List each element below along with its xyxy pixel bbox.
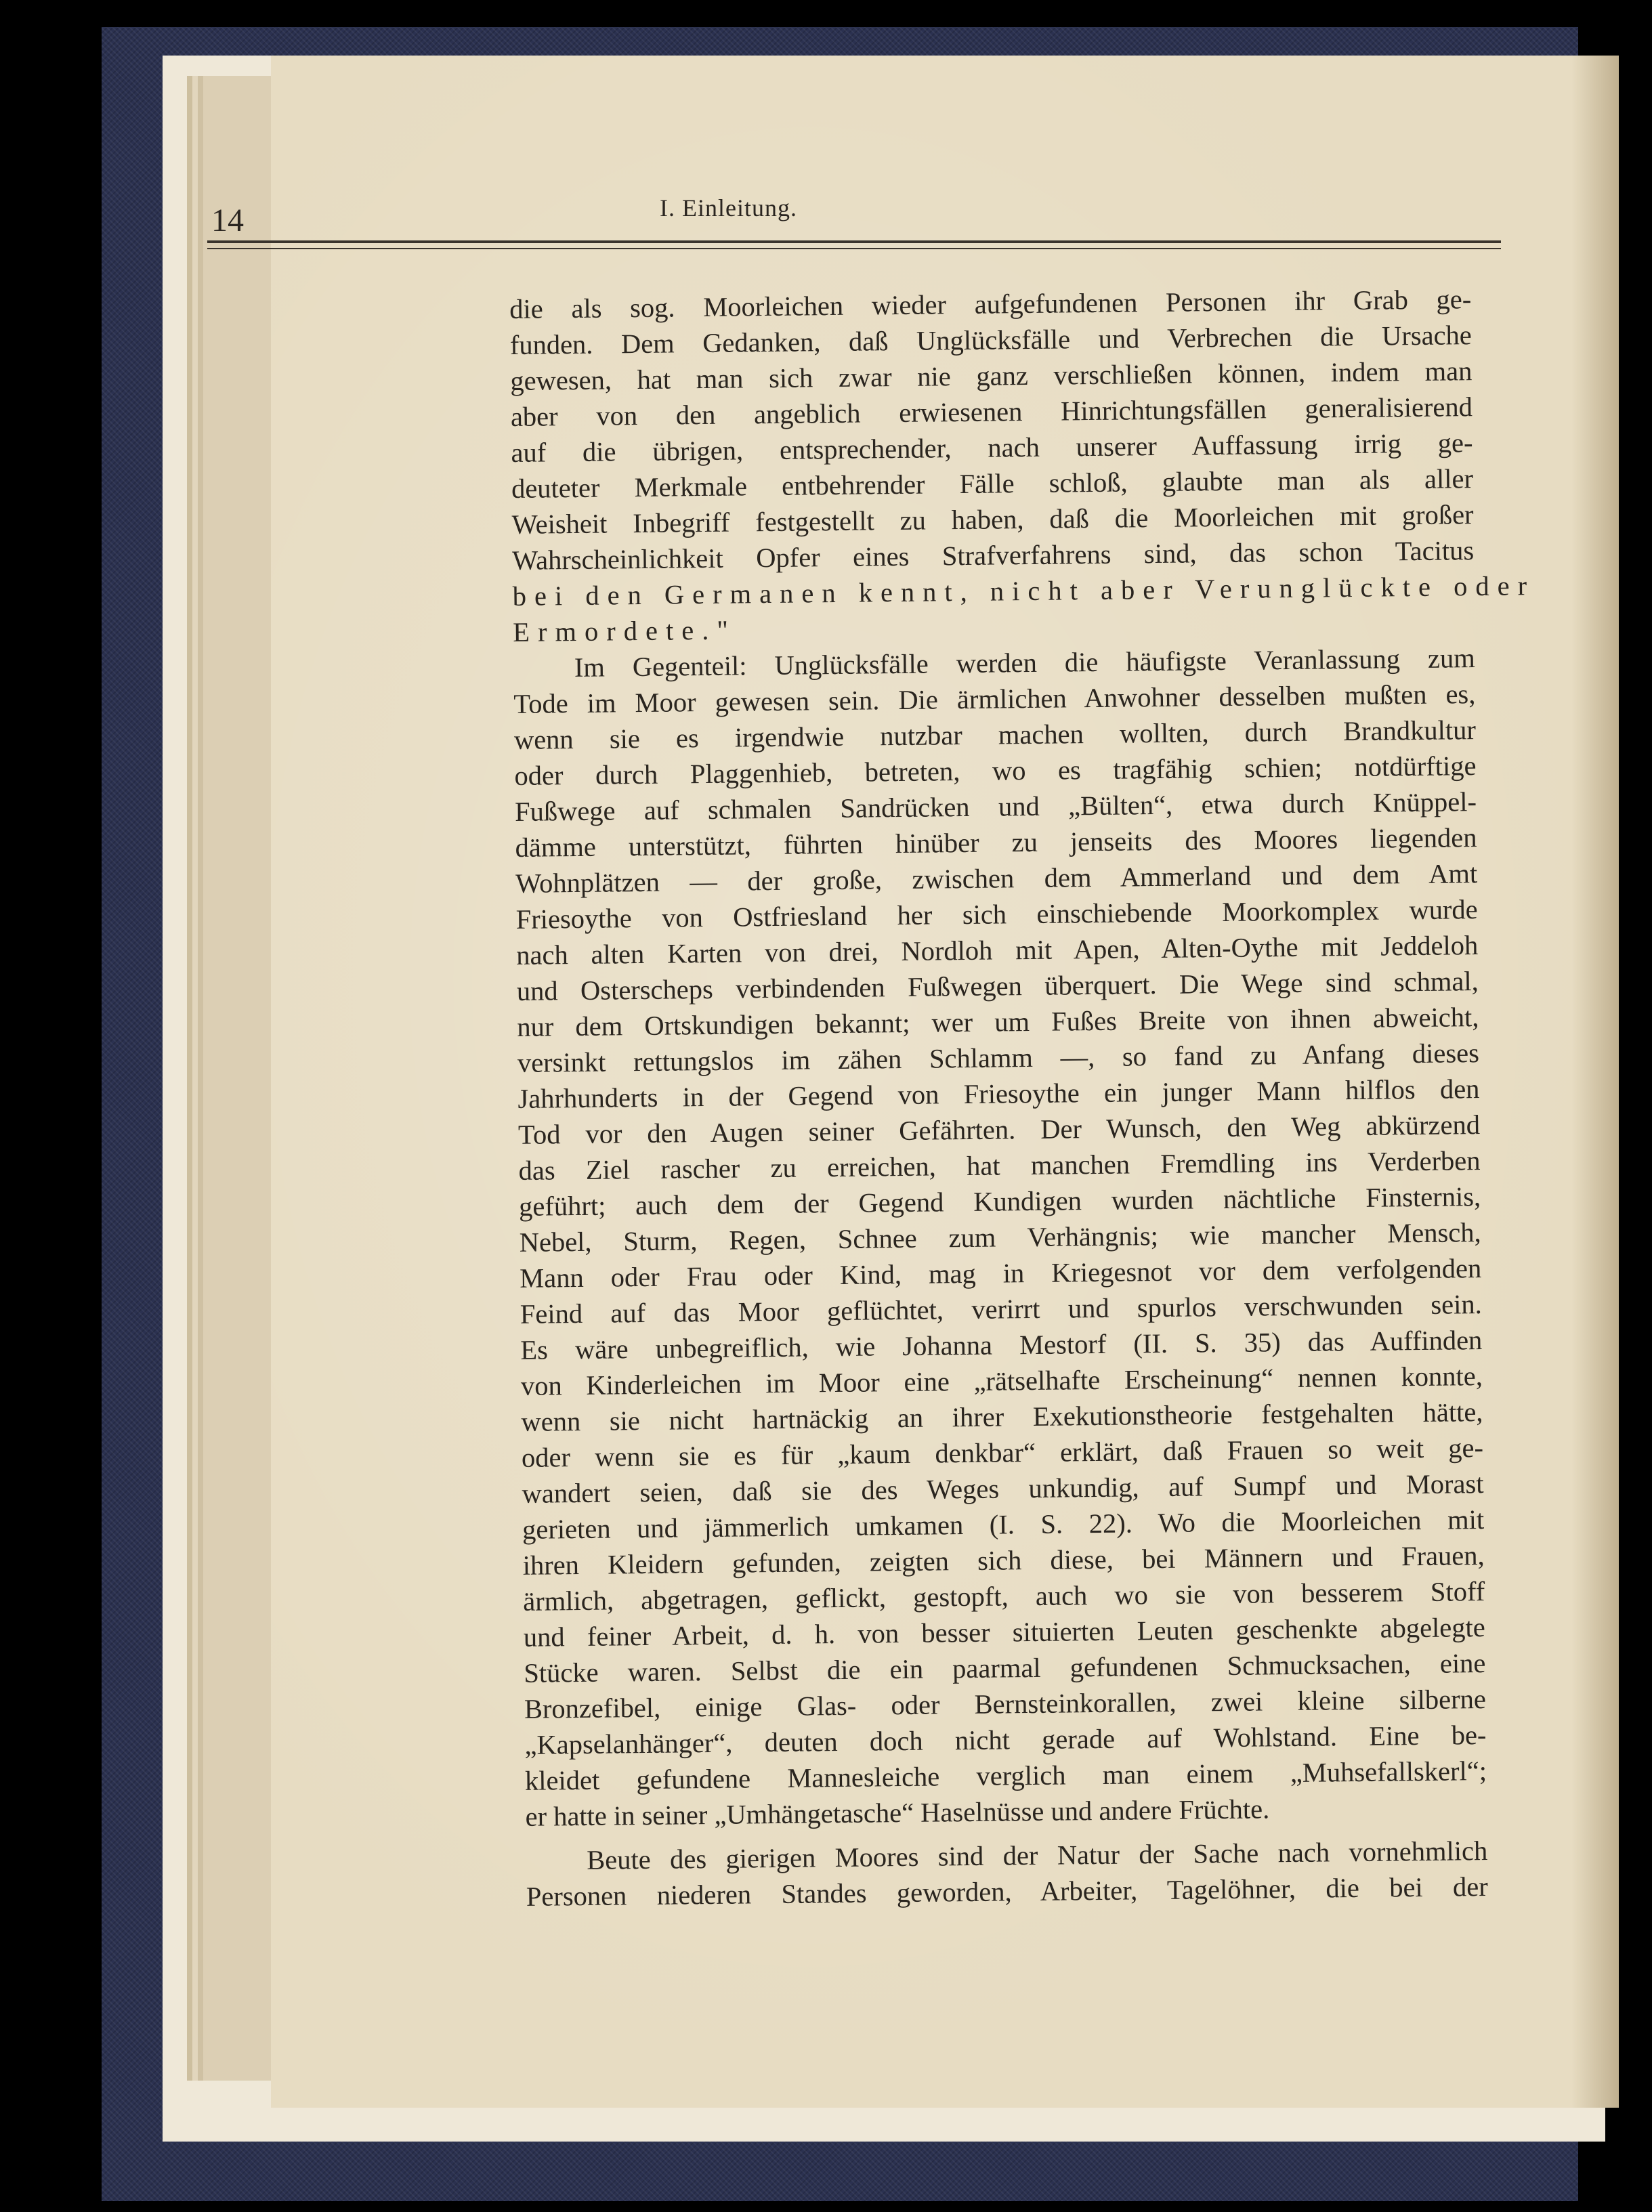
chapter-title: I. Einleitung. (660, 194, 797, 221)
text-line: von Kinderleichen im Moor eine „rätselhafte Erscheinung“ nennen konnte, (520, 1361, 1483, 1401)
text-line: Beute des gierigen Moores sind der Natur der Sache nach vornehmlich (587, 1835, 1488, 1875)
text-line: bei den Germanen kennt, nicht aber Verunglückte oder (512, 570, 1535, 612)
text-line: er hatte in seiner „Umhängetasche“ Haselnüsse und andere Früchte. (525, 1793, 1270, 1832)
text-line: nur dem Ortskundigen bekannt; wer um Fußes Breite von ihnen abweicht, (517, 1002, 1479, 1042)
text-line: funden. Dem Gedanken, daß Unglücksfälle und Verbrechen die Ursache (509, 320, 1472, 360)
text-line: Weisheit Inbegriff festgestellt zu haben, daß die Moorleichen mit großer (511, 499, 1474, 540)
text-line: Friesoythe von Ostfriesland her sich einschiebende Moorkomplex wurde (515, 894, 1478, 935)
text-line: Ermordete." (513, 614, 737, 647)
text-line: „Kapselanhänger“, deuten doch nicht gerade auf Wohlstand. Eine be- (524, 1720, 1487, 1760)
text-line: gewesen, hat man sich zwar nie ganz verschließen können, indem man (510, 356, 1473, 396)
text-line: Mann oder Frau oder Kind, mag in Kriegesnot vor dem verfolgenden (520, 1253, 1482, 1294)
text-line: Jahrhunderts in der Gegend von Friesoythe ein junger Mann hilflos den (517, 1073, 1480, 1114)
text-line: dämme unterstützt, führten hinüber zu jenseits des Moores liegenden (515, 822, 1477, 863)
text-line: Im Gegenteil: Unglücksfälle werden die häufigste Veranlassung zum (574, 643, 1475, 683)
text-line: gerieten und jämmerlich umkamen (I. S. 22). Wo die Moorleichen mit (522, 1504, 1485, 1545)
text-line: wandert seien, daß sie des Weges unkundig, auf Sumpf und Morast (522, 1468, 1484, 1509)
text-line: und Osterscheps verbindenden Fußwegen überquert. Die Wege sind schmal, (516, 966, 1479, 1006)
body-text (509, 281, 1535, 1915)
text-line: Bronzefibel, einige Glas- oder Bernsteinkorallen, zwei kleine silberne (524, 1684, 1487, 1724)
text-line: Wohnplätzen — der große, zwischen dem Ammerland und dem Amt (515, 858, 1478, 899)
running-head (207, 163, 1501, 244)
text-line: Fußwege auf schmalen Sandrücken und „Bülten“, etwa durch Knüppel- (514, 786, 1477, 827)
text-line: versinkt rettungslos im zähen Schlamm —, so fand zu Anfang dieses (517, 1038, 1480, 1078)
text-line: oder durch Plaggenhieb, betreten, wo es tragfähig schien; notdürftige (514, 750, 1477, 791)
text-line: und feiner Arbeit, d. h. von besser situierten Leuten geschenkte abgelegte (523, 1612, 1485, 1653)
text-line: Tod vor den Augen seiner Gefährten. Der Wunsch, den Weg abkürzend (517, 1109, 1481, 1150)
header-rule-thin (207, 248, 1501, 249)
text-line: die als sog. Moorleichen wieder aufgefundenen Personen ihr Grab ge- (509, 284, 1472, 324)
page-gutter-shadow (1571, 56, 1619, 2108)
text-line: geführt; auch dem der Gegend Kundigen wurden nächtliche Finsternis, (518, 1181, 1481, 1222)
text-line: Tode im Moor gewesen sein. Die ärmlichen Anwohner desselben mußten es, (513, 679, 1476, 719)
text-line: kleidet gefundene Mannesleiche verglich man einem „Muhsefallskerl“; (524, 1756, 1487, 1796)
text-line: Nebel, Sturm, Regen, Schnee zum Verhängnis; wie mancher Mensch, (519, 1217, 1481, 1258)
page-number: 14 (211, 203, 244, 238)
text-line: deuteter Merkmale entbehrender Fälle schloß, glaubte man als aller (511, 463, 1474, 504)
header-rule (207, 240, 1501, 243)
text-line: wenn sie nicht hartnäckig an ihrer Exekutionstheorie festgehalten hätte, (521, 1397, 1483, 1437)
text-line: Wahrscheinlichkeit Opfer eines Strafverfahrens sind, das schon Tacitus (511, 535, 1475, 576)
text-line: nach alten Karten von drei, Nordloh mit Apen, Alten-Oythe mit Jeddeloh (516, 930, 1479, 971)
text-line: ihren Kleidern gefunden, zeigten sich diese, bei Männern und Frauen, (522, 1540, 1485, 1581)
text-line: oder wenn sie es für „kaum denkbar“ erklärt, daß Frauen so weit ge- (521, 1432, 1484, 1473)
text-line: Es wäre unbegreiflich, wie Johanna Mestorf (II. S. 35) das Auffinden (520, 1325, 1483, 1365)
text-line: Stücke waren. Selbst die ein paarmal gefundenen Schmucksachen, eine (524, 1648, 1486, 1688)
text-line: aber von den angeblich erwiesenen Hinrichtungsfällen generalisierend (510, 391, 1473, 432)
text-line: Personen niederen Standes geworden, Arbeiter, Tagelöhner, die bei der (526, 1871, 1488, 1912)
text-line: ärmlich, abgetragen, geflickt, gestopft, auch wo sie von besserem Stoff (523, 1576, 1485, 1617)
text-line: Feind auf das Moor geflüchtet, verirrt und spurlos verschwunden sein. (520, 1289, 1482, 1330)
text-line: auf die übrigen, entsprechender, nach unserer Auffassung irrig ge- (511, 427, 1473, 468)
text-line: das Ziel rascher zu erreichen, hat manchen Fremdling ins Verderben (518, 1145, 1481, 1186)
text-line: wenn sie es irgendwie nutzbar machen wollten, durch Brandkultur (513, 715, 1477, 755)
